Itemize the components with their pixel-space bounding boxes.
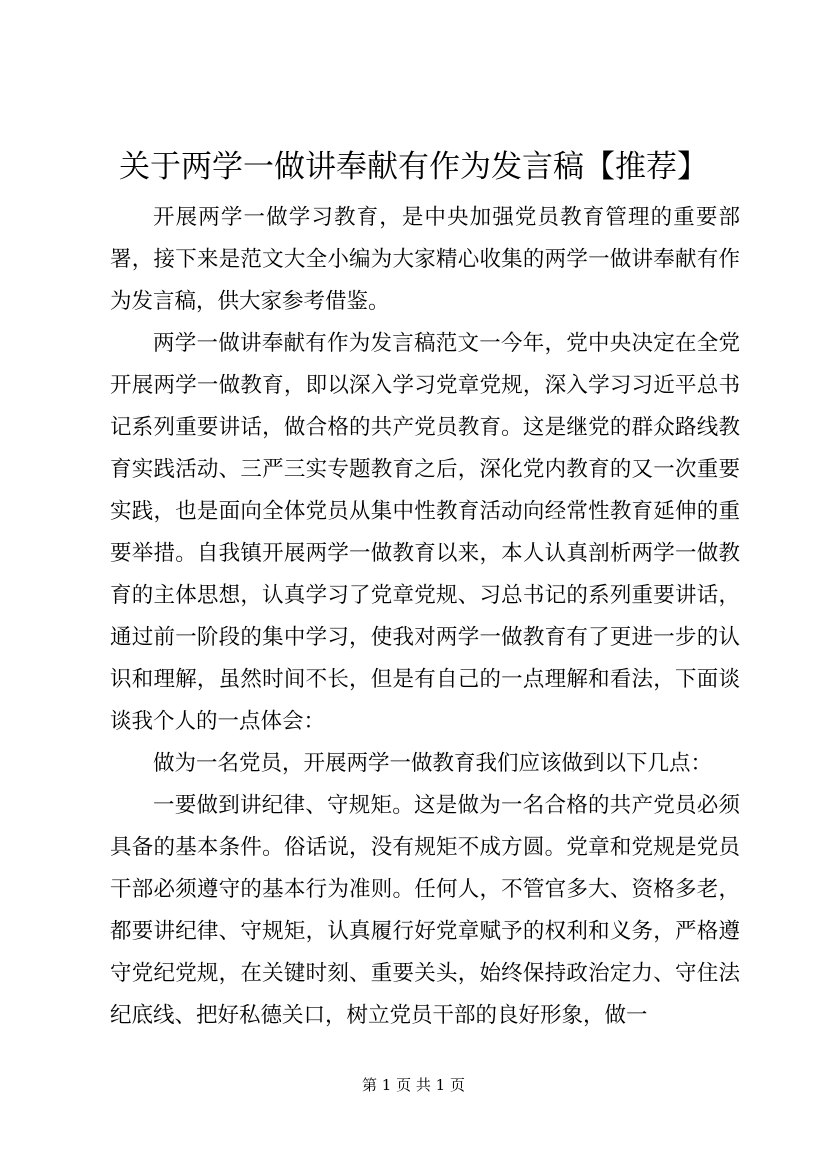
- paragraph-sample-one: 两学一做讲奉献有作为发言稿范文一今年，党中央决定在全党开展两学一做教育，即以深入学习党章党规，深入学习习近平总书记系列重要讲话，做合格的共产党员教育。这是继党的群众路线教育实践活动、三严三实专题教育之后，深化党内教育的又一次重要实践，也是面向全体党员从集中性教育活动向经常性教育延伸的重要举措。自我镇开展两学一做教育以来，本人认真剖析两学一做教育的主体思想，认真学习了党章党规、习总书记的系列重要讲话，通过前一阶段的集中学习，使我对两学一做教育有了更进一步的认识和理解，虽然时间不长，但是有自己的一点理解和看法，下面谈谈我个人的一点体会：: [110, 331, 740, 734]
- paragraph-points-intro: 做为一名党员，开展两学一做教育我们应该做到以下几点：: [153, 751, 713, 776]
- paragraph-intro: 开展两学一做学习教育，是中央加强党员教育管理的重要部署，接下来是范文大全小编为大家精心收集的两学一做讲奉献有作为发言稿，供大家参考借鉴。: [110, 205, 740, 314]
- document-title: 关于两学一做讲奉献有作为发言稿【推荐】: [119, 149, 708, 185]
- page-footer: 第 1 页 共 1 页: [362, 1076, 465, 1094]
- document-body: [110, 197, 740, 1037]
- paragraph-point-one: 一要做到讲纪律、守规矩。这是做为一名合格的共产党员必须具备的基本条件。俗话说，没有规矩不成方圆。党章和党规是党员干部必须遵守的基本行为准则。任何人，不管官多大、资格多老，都要讲纪律、守规矩，认真履行好党章赋予的权利和义务，严格遵守党纪党规，在关键时刻、重要关头，始终保持政治定力、守住法纪底线、把好私德关口，树立党员干部的良好形象，做一: [110, 793, 740, 1028]
